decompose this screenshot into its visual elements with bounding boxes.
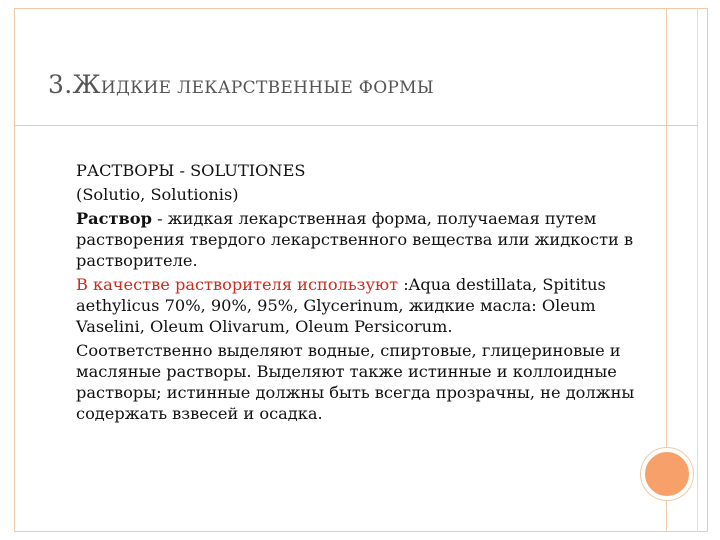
slide-title-first: 3.Ж [48, 70, 101, 99]
solvent-label: В качестве растворителя используют [76, 275, 399, 294]
solvent-text: :Aqua destillata, Spititus aethylicus 70%, 90%, 95%, Glycerinum, жидкие масла: Oleum Vaselini, Oleum Olivarum, Oleum Persicorum. [76, 275, 606, 336]
solvent-paragraph [76, 274, 656, 337]
title-divider [14, 125, 698, 126]
definition-text: - жидкая лекарственная форма, получаемая путем растворения твердого лекарственного вещества или жидкости в растворителе. [76, 209, 634, 270]
slide-vertical-rule-outer [697, 8, 698, 532]
conclusion-paragraph: Соответственно выделяют водные, спиртовые, глицериновые и масляные растворы. Выделяют также истинные и коллоидные растворы; истинные должны быть всегда прозрачны, не должны содержать взвесей и осадка. [76, 341, 635, 423]
heading-line-2: (Solutio, Solutionis) [76, 185, 239, 204]
decorative-circle [641, 448, 693, 500]
definition-paragraph [76, 208, 656, 271]
slide-title [48, 70, 434, 99]
slide-body [76, 160, 656, 427]
slide-title-rest: ИДКИЕ ЛЕКАРСТВЕННЫЕ ФОРМЫ [100, 78, 434, 98]
definition-term: Раствор [76, 209, 152, 228]
heading-line-1: РАСТВОРЫ - SOLUTIONES [76, 161, 306, 180]
